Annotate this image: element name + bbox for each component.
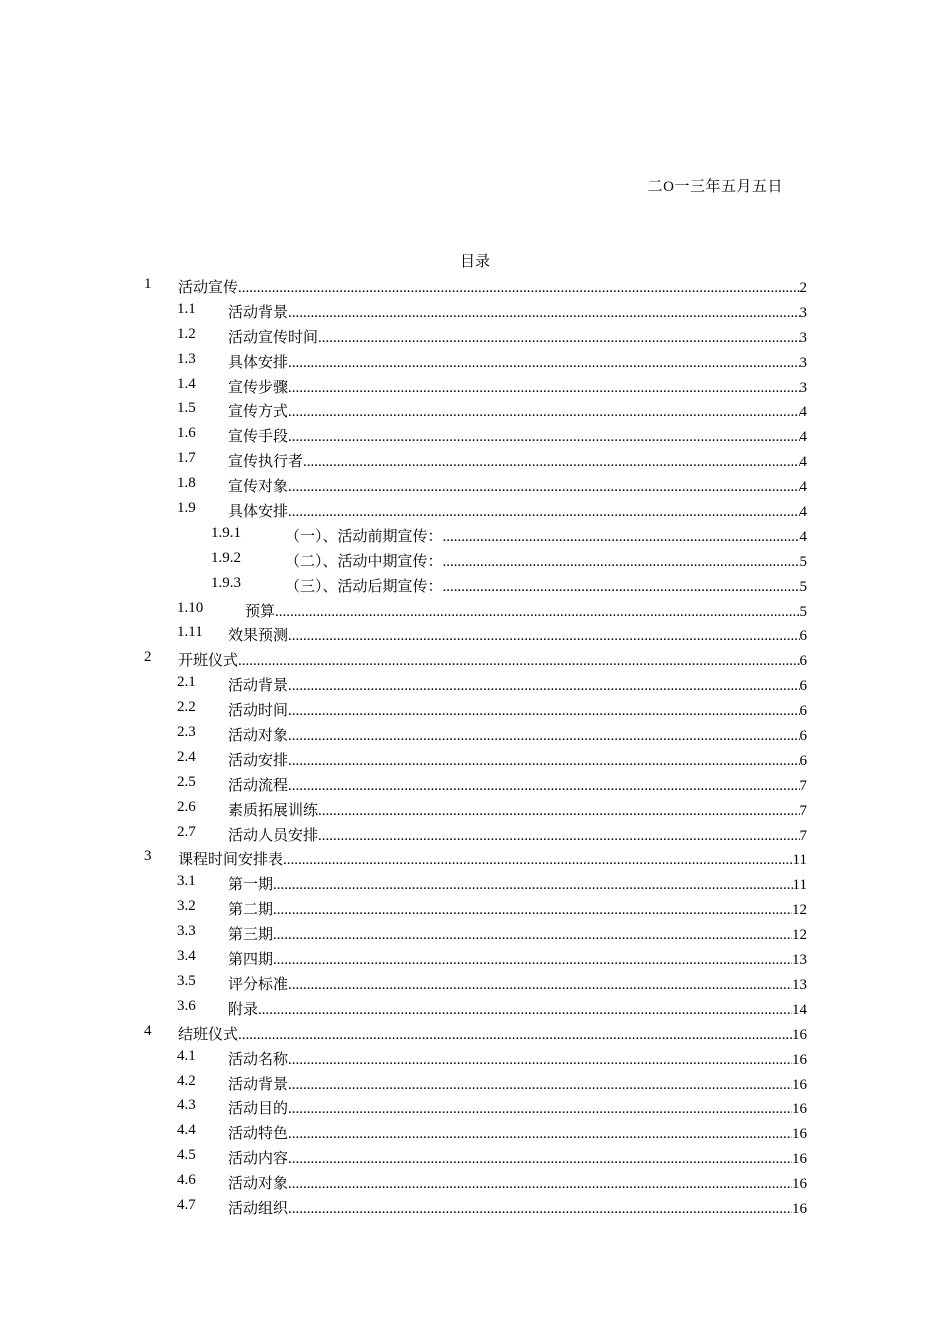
- toc-entry-page: 16: [792, 1101, 807, 1118]
- toc-entry[interactable]: [0, 1119, 950, 1144]
- toc-entry[interactable]: [0, 1194, 950, 1219]
- toc-entry-title: 活动背景: [228, 678, 289, 695]
- toc-leader-dots: [258, 1002, 792, 1019]
- toc-entry-page: 6: [799, 703, 807, 720]
- toc-entry[interactable]: [0, 422, 950, 447]
- toc-leader-dots: [288, 1151, 792, 1168]
- toc-entry-line: [228, 774, 807, 795]
- toc-entry[interactable]: [0, 373, 950, 398]
- toc-leader-dots: [303, 454, 799, 471]
- toc-leader-dots: [288, 1077, 792, 1094]
- toc-entry[interactable]: [0, 746, 950, 771]
- toc-leader-dots: [273, 952, 792, 969]
- toc-entry-title: 宣传手段: [228, 429, 289, 446]
- toc-entry-title: （三）、活动后期宣传：: [285, 578, 443, 595]
- toc-entry-line: [228, 998, 807, 1019]
- toc-leader-dots: [443, 579, 800, 596]
- toc-entry-page: 16: [792, 1026, 807, 1043]
- toc-leader-dots: [288, 404, 799, 421]
- toc-leader-dots: [283, 852, 793, 869]
- toc-entry-page: 7: [799, 827, 807, 844]
- toc-entry-page: 16: [792, 1076, 807, 1093]
- toc-entry-line: [285, 575, 807, 596]
- toc-entry-title: 活动名称: [228, 1051, 289, 1068]
- toc-entry-number: 1.9: [177, 500, 196, 517]
- toc-entry-number: 2.5: [177, 773, 196, 790]
- toc-entry-line: [285, 525, 807, 546]
- toc-entry-number: 2: [144, 649, 152, 666]
- toc-entry[interactable]: [0, 597, 950, 622]
- toc-leader-dots: [288, 977, 792, 994]
- toc-leader-dots: [288, 479, 799, 496]
- toc-entry-page: 13: [792, 976, 807, 993]
- toc-entry-number: 1.9.2: [211, 549, 241, 566]
- toc-entry-line: [228, 799, 807, 820]
- toc-leader-dots: [275, 604, 799, 621]
- toc-entry-line: [228, 425, 807, 446]
- toc-entry-number: 3.6: [177, 997, 196, 1014]
- toc-entry-page: 3: [799, 379, 807, 396]
- toc-entry-number: 1.5: [177, 400, 196, 417]
- toc-entry-title: 宣传方式: [228, 404, 289, 421]
- toc-entry-page: 6: [799, 628, 807, 645]
- toc-entry-page: 16: [792, 1151, 807, 1168]
- toc-entry-page: 7: [799, 802, 807, 819]
- toc-leader-dots: [288, 703, 799, 720]
- toc-entry-number: 3: [144, 848, 152, 865]
- toc-entry[interactable]: [0, 522, 950, 547]
- toc-entry[interactable]: [0, 1094, 950, 1119]
- toc-leader-dots: [288, 380, 799, 397]
- toc-entry-title: 宣传对象: [228, 479, 289, 496]
- toc-entry-title: 活动流程: [228, 777, 289, 794]
- toc-entry[interactable]: [0, 970, 950, 995]
- toc-entry-line: [228, 500, 807, 521]
- toc-leader-dots: [288, 628, 799, 645]
- toc-entry[interactable]: [0, 323, 950, 348]
- toc-entry-title: 活动背景: [228, 304, 289, 321]
- toc-entry[interactable]: [0, 821, 950, 846]
- toc-entry-number: 2.3: [177, 724, 196, 741]
- toc-entry-line: [228, 724, 807, 745]
- toc-entry[interactable]: [0, 696, 950, 721]
- toc-entry-title: 具体安排: [228, 354, 289, 371]
- toc-leader-dots: [288, 1176, 792, 1193]
- toc-entry-number: 3.4: [177, 948, 196, 965]
- toc-entry-line: [178, 649, 807, 670]
- toc-entry-title: 活动内容: [228, 1151, 289, 1168]
- toc-entry-number: 1.11: [177, 624, 203, 641]
- toc-entry-number: 1.4: [177, 375, 196, 392]
- toc-entry-line: [228, 824, 807, 845]
- toc-entry-page: 12: [792, 927, 807, 944]
- toc-entry-page: 12: [792, 902, 807, 919]
- toc-leader-dots: [238, 1027, 792, 1044]
- toc-entry-page: 6: [799, 728, 807, 745]
- toc-entry-line: [228, 873, 807, 894]
- toc-entry-number: 1.10: [177, 599, 204, 616]
- toc-entry-line: [178, 276, 807, 297]
- toc-entry-page: 2: [799, 280, 807, 296]
- toc-leader-dots: [443, 554, 800, 571]
- toc-entry-line: [228, 1197, 807, 1218]
- toc-entry-page: 11: [792, 852, 807, 869]
- toc-entry-page: 5: [799, 553, 807, 570]
- toc-entry[interactable]: [0, 497, 950, 522]
- toc-entry[interactable]: [0, 870, 950, 895]
- toc-entry-line: [228, 749, 807, 770]
- toc-entry-line: [178, 1023, 807, 1044]
- toc-entry-line: [228, 1147, 807, 1168]
- toc-entry-page: 4: [799, 454, 807, 471]
- toc-leader-dots: [288, 305, 799, 322]
- toc-entry[interactable]: [0, 273, 950, 298]
- toc-leader-dots: [443, 529, 800, 546]
- toc-entry-page: 4: [799, 429, 807, 446]
- toc-entry[interactable]: [0, 298, 950, 323]
- toc-entry[interactable]: [0, 1070, 950, 1095]
- toc-entry-line: [228, 301, 807, 322]
- toc-entry-number: 1.9.3: [211, 574, 241, 591]
- toc-entry-line: [228, 624, 807, 645]
- toc-leader-dots: [288, 678, 799, 695]
- toc-entry[interactable]: [0, 1020, 950, 1045]
- toc-leader-dots: [318, 803, 799, 820]
- toc-entry-number: 4.1: [177, 1047, 196, 1064]
- toc-entry-line: [228, 1073, 807, 1094]
- toc-entry[interactable]: [0, 1169, 950, 1194]
- toc-leader-dots: [273, 902, 792, 919]
- toc-entry-number: 2.2: [177, 699, 196, 716]
- toc-leader-dots: [273, 877, 793, 894]
- document-date: 二O一三年五月五日: [647, 179, 783, 195]
- toc-entry[interactable]: [0, 572, 950, 597]
- toc-entry-number: 3.1: [177, 873, 196, 890]
- toc-entry-page: 3: [799, 304, 807, 321]
- toc-entry-line: [228, 351, 807, 372]
- toc-entry-line: [228, 1048, 807, 1069]
- toc-entry-number: 4: [144, 1022, 152, 1039]
- toc-entry-number: 4.4: [177, 1122, 196, 1139]
- toc-entry-number: 4.3: [177, 1097, 196, 1114]
- toc-leader-dots: [288, 753, 799, 770]
- toc-entry-page: 6: [799, 752, 807, 769]
- toc-entry[interactable]: [0, 796, 950, 821]
- toc-entry-title: 活动人员安排: [228, 827, 319, 844]
- toc-entry-line: [228, 326, 807, 347]
- toc-entry-number: 4.5: [177, 1147, 196, 1164]
- toc-entry[interactable]: [0, 646, 950, 671]
- toc-entry[interactable]: [0, 472, 950, 497]
- toc-entry-title: （二）、活动中期宣传：: [285, 553, 443, 570]
- toc-leader-dots: [288, 1052, 792, 1069]
- toc-entry-page: 3: [799, 354, 807, 371]
- toc-entry-page: 3: [799, 329, 807, 346]
- toc-leader-dots: [288, 1101, 792, 1118]
- toc-entry[interactable]: [0, 397, 950, 422]
- toc-entry-page: 5: [799, 603, 807, 620]
- toc-entry-title: 效果预测: [228, 628, 289, 645]
- toc-entry[interactable]: [0, 621, 950, 646]
- toc-entry-line: [228, 948, 807, 969]
- toc-entry[interactable]: [0, 920, 950, 945]
- toc-entry-title: 素质拓展训练: [228, 802, 319, 819]
- toc-entry-line: [228, 376, 807, 397]
- toc-entry-number: 1.6: [177, 425, 196, 442]
- toc-entry-page: 13: [792, 952, 807, 969]
- toc-entry-page: 16: [792, 1051, 807, 1068]
- toc-entry-title: 活动安排: [228, 752, 289, 769]
- toc-entry-number: 3.2: [177, 898, 196, 915]
- toc-entry-number: 4.2: [177, 1072, 196, 1089]
- toc-leader-dots: [288, 728, 799, 745]
- toc-entry-number: 1: [144, 276, 152, 292]
- toc-leader-dots: [238, 280, 799, 297]
- toc-entry-title: 课程时间安排表: [178, 852, 284, 869]
- toc-entry-title: （一）、活动前期宣传：: [285, 528, 443, 545]
- toc-entry-title: 第四期: [228, 952, 274, 969]
- toc-entry-page: 11: [792, 877, 807, 894]
- toc-entry-number: 1.3: [177, 350, 196, 367]
- toc-entry-page: 5: [799, 578, 807, 595]
- toc-entry-number: 1.8: [177, 475, 196, 492]
- toc-entry[interactable]: [0, 895, 950, 920]
- toc-entry-title: 宣传步骤: [228, 379, 289, 396]
- toc-entry-page: 4: [799, 404, 807, 421]
- toc-entry-line: [228, 898, 807, 919]
- toc-leader-dots: [238, 653, 799, 670]
- toc-leader-dots: [288, 778, 799, 795]
- toc-heading: 目录: [459, 254, 490, 270]
- toc-entry-title: 活动对象: [228, 728, 289, 745]
- toc-entry-number: 2.4: [177, 748, 196, 765]
- toc-leader-dots: [288, 1126, 792, 1143]
- toc-entry-title: 活动目的: [228, 1101, 289, 1118]
- toc-entry[interactable]: [0, 447, 950, 472]
- toc-entry[interactable]: [0, 671, 950, 696]
- toc-entry-page: 4: [799, 479, 807, 496]
- toc-entry-title: 预算: [245, 603, 276, 620]
- toc-entry-line: [228, 1122, 807, 1143]
- toc-entry-number: 1.2: [177, 325, 196, 342]
- toc-entry-number: 4.6: [177, 1172, 196, 1189]
- toc-entry-number: 1.1: [177, 300, 196, 317]
- table-of-contents: [0, 273, 950, 1219]
- toc-entry[interactable]: [0, 771, 950, 796]
- toc-entry[interactable]: [0, 721, 950, 746]
- toc-leader-dots: [273, 927, 792, 944]
- toc-leader-dots: [318, 828, 799, 845]
- toc-entry-title: 第一期: [228, 877, 274, 894]
- toc-entry-line: [228, 674, 807, 695]
- toc-entry-page: 7: [799, 777, 807, 794]
- toc-entry-line: [228, 973, 807, 994]
- toc-entry-page: 16: [792, 1200, 807, 1217]
- toc-entry-line: [228, 699, 807, 720]
- toc-entry[interactable]: [0, 1144, 950, 1169]
- toc-entry-line: [178, 848, 807, 869]
- toc-entry-title: 活动时间: [228, 703, 289, 720]
- toc-entry-title: 附录: [228, 1001, 259, 1018]
- toc-entry-title: 活动组织: [228, 1200, 289, 1217]
- toc-entry-title: 具体安排: [228, 504, 289, 521]
- toc-entry-number: 1.7: [177, 450, 196, 467]
- toc-leader-dots: [318, 330, 799, 347]
- toc-entry-number: 4.7: [177, 1196, 196, 1213]
- toc-entry-title: 活动特色: [228, 1126, 289, 1143]
- toc-entry-title: 活动背景: [228, 1076, 289, 1093]
- toc-entry-title: 活动宣传时间: [228, 329, 319, 346]
- toc-entry-title: 开班仪式: [178, 653, 239, 670]
- toc-entry[interactable]: [0, 945, 950, 970]
- toc-leader-dots: [288, 504, 799, 521]
- toc-entry-number: 3.3: [177, 923, 196, 940]
- toc-entry[interactable]: [0, 1045, 950, 1070]
- toc-entry-title: 第三期: [228, 927, 274, 944]
- toc-leader-dots: [288, 1201, 792, 1218]
- toc-entry-line: [228, 1172, 807, 1193]
- toc-entry-line: [245, 600, 807, 621]
- toc-entry-title: 第二期: [228, 902, 274, 919]
- toc-entry-page: 6: [799, 678, 807, 695]
- toc-entry-number: 2.7: [177, 823, 196, 840]
- toc-entry[interactable]: [0, 348, 950, 373]
- toc-entry-page: 16: [792, 1176, 807, 1193]
- toc-entry-title: 活动宣传: [178, 280, 239, 296]
- toc-entry-number: 2.1: [177, 674, 196, 691]
- toc-entry-page: 6: [799, 653, 807, 670]
- toc-entry-line: [228, 450, 807, 471]
- toc-entry-title: 活动对象: [228, 1176, 289, 1193]
- toc-entry[interactable]: [0, 995, 950, 1020]
- toc-entry-line: [285, 550, 807, 571]
- toc-entry-line: [228, 1097, 807, 1118]
- toc-entry-number: 1.9.1: [211, 524, 241, 541]
- toc-entry-title: 结班仪式: [178, 1026, 239, 1043]
- toc-entry-page: 4: [799, 528, 807, 545]
- toc-entry-line: [228, 400, 807, 421]
- toc-entry-title: 评分标准: [228, 976, 289, 993]
- toc-entry-number: 3.5: [177, 972, 196, 989]
- toc-leader-dots: [288, 429, 799, 446]
- toc-entry-line: [228, 475, 807, 496]
- toc-entry-page: 14: [792, 1001, 807, 1018]
- toc-entry-title: 宣传执行者: [228, 454, 304, 471]
- toc-entry[interactable]: [0, 547, 950, 572]
- toc-entry-number: 2.6: [177, 798, 196, 815]
- toc-entry-line: [228, 923, 807, 944]
- toc-entry[interactable]: [0, 845, 950, 870]
- toc-entry-page: 16: [792, 1126, 807, 1143]
- toc-leader-dots: [288, 355, 799, 372]
- toc-entry-page: 4: [799, 504, 807, 521]
